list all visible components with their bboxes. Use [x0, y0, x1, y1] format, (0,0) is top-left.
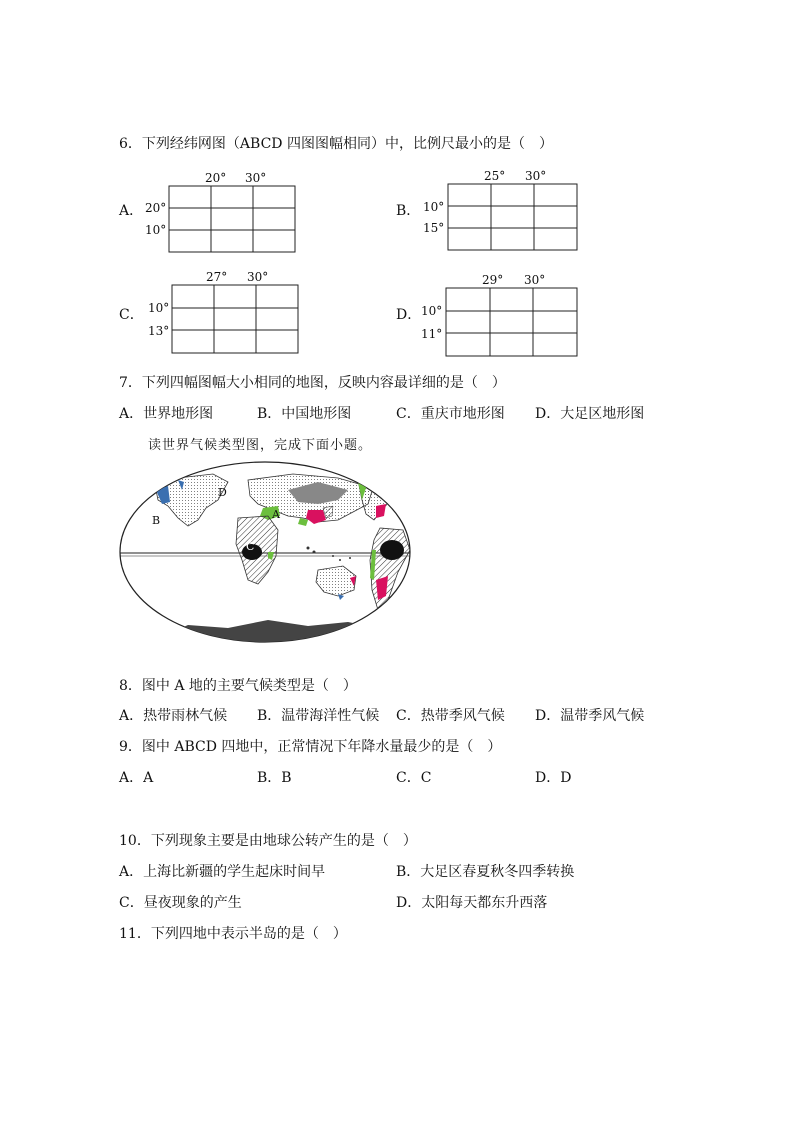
- grid-d-lattice: [445, 287, 578, 357]
- q8-option-a[interactable]: A．热带雨林气候: [119, 708, 228, 724]
- q9-option-c[interactable]: C．C: [396, 770, 432, 786]
- q9-option-a[interactable]: A．A: [119, 770, 154, 786]
- map-label-d: D: [218, 486, 227, 499]
- map-label-b: B: [152, 514, 161, 527]
- grid-a-lattice: [168, 185, 296, 253]
- grid-b-lattice: [447, 183, 578, 251]
- q8-option-b[interactable]: B．温带海洋性气候: [257, 708, 380, 724]
- map-label-c: C: [246, 540, 255, 553]
- grid-b-lat-1: 10°: [423, 200, 445, 214]
- q10-option-a[interactable]: A．上海比新疆的学生起床时间早: [119, 864, 326, 880]
- question-8: 8．图中 A 地的主要气候类型是（ ）: [119, 678, 357, 694]
- grid-d-lat-1: 10°: [421, 304, 443, 318]
- grid-d-lon-2: 30°: [524, 273, 546, 287]
- q9-option-d[interactable]: D．D: [535, 770, 572, 786]
- grid-d-lon-1: 29°: [482, 273, 504, 287]
- grid-a-lat-1: 20°: [145, 201, 167, 215]
- question-7: 7．下列四幅图幅大小相同的地图，反映内容最详细的是（ ）: [119, 375, 506, 391]
- q8-option-c[interactable]: C．热带季风气候: [396, 708, 505, 724]
- grid-a-lon-1: 20°: [205, 171, 227, 185]
- q10-option-b[interactable]: B．大足区春夏秋冬四季转换: [396, 864, 575, 880]
- grid-c-lon-1: 27°: [206, 270, 228, 284]
- question-6: 6．下列经纬网图（ABCD 四图图幅相同）中，比例尺最小的是（ ）: [119, 136, 553, 152]
- grid-b-lon-2: 30°: [525, 169, 547, 183]
- grid-b-lat-2: 15°: [423, 221, 445, 235]
- q10-option-c[interactable]: C．昼夜现象的产生: [119, 895, 242, 911]
- grid-c-letter: C．: [119, 307, 144, 323]
- grid-c-lat-1: 10°: [148, 301, 170, 315]
- q8-option-d[interactable]: D．温带季风气候: [535, 708, 645, 724]
- q7-option-b[interactable]: B．中国地形图: [257, 406, 352, 422]
- world-climate-map: [118, 460, 412, 644]
- grid-b-lon-1: 25°: [484, 169, 506, 183]
- q7-option-a[interactable]: A．世界地形图: [119, 406, 214, 422]
- map-instruction: 读世界气候类型图，完成下面小题。: [148, 438, 373, 453]
- map-label-a: A: [272, 508, 280, 521]
- question-10: 10．下列现象主要是由地球公转产生的是（ ）: [119, 833, 417, 849]
- grid-c-lattice: [171, 284, 299, 354]
- grid-c-lat-2: 13°: [148, 324, 170, 338]
- grid-a-lat-2: 10°: [145, 223, 167, 237]
- grid-d-letter: D．: [396, 307, 422, 323]
- q7-option-d[interactable]: D．大足区地形图: [535, 406, 645, 422]
- q9-option-b[interactable]: B．B: [257, 770, 292, 786]
- question-9: 9．图中 ABCD 四地中，正常情况下年降水量最少的是（ ）: [119, 739, 502, 755]
- grid-a-lon-2: 30°: [245, 171, 267, 185]
- grid-c-lon-2: 30°: [247, 270, 269, 284]
- grid-d-lat-2: 11°: [421, 327, 443, 341]
- grid-a-letter: A．: [119, 203, 144, 219]
- q10-option-d[interactable]: D．太阳每天都东升西落: [396, 895, 548, 911]
- question-11: 11．下列四地中表示半岛的是（ ）: [119, 926, 347, 942]
- q7-option-c[interactable]: C．重庆市地形图: [396, 406, 505, 422]
- grid-b-letter: B．: [396, 203, 421, 219]
